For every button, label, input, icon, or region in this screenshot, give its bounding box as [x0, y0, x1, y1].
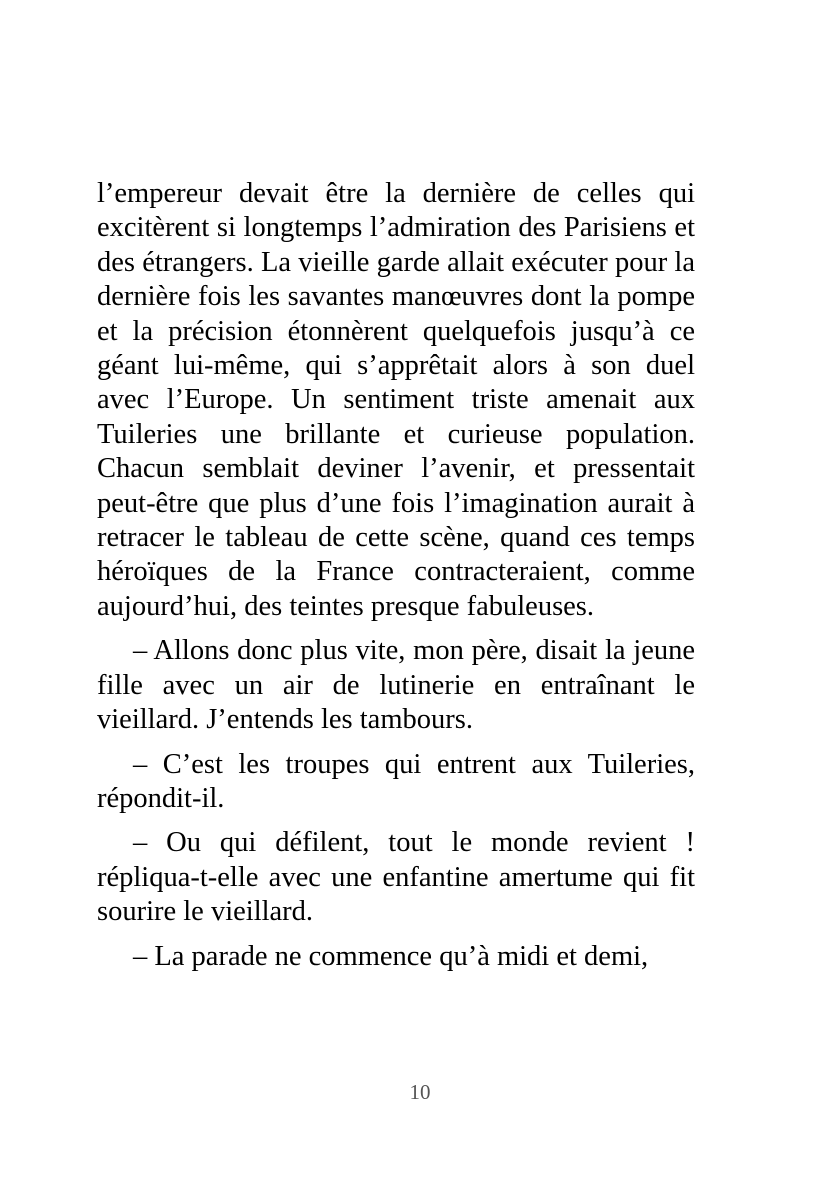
- narrative-paragraph: l’empereur devait être la dernière de celles qui excitèrent si longtemps l’admiration des Parisiens et des étrangers. La vieille garde allait exécuter pour la dernière fois les savantes manœuvres dont la pompe et la précision étonnèrent quelquefois jusqu’à ce géant lui-même, qui s’apprêtait alors à son duel avec l’Europe. Un sentiment triste amenait aux Tuileries une brillante et curieuse population. Chacun semblait deviner l’avenir, et pressentait peut-être que plus d’une fois l’imagination aurait à retracer le tableau de cette scène, quand ces temps héroïques de la France contracteraient, comme aujourd’hui, des teintes presque fabuleuses.: [97, 178, 695, 622]
- dialogue-paragraph: – Allons donc plus vite, mon père, disait la jeune fille avec un air de lutinerie en entraînant le vieillard. J’entends les tambours.: [97, 635, 695, 736]
- page-number: 10: [409, 1080, 431, 1104]
- body-text: [97, 177, 695, 974]
- dialogue-paragraph: – La parade ne commence qu’à midi et demi,: [133, 940, 649, 972]
- dialogue-paragraph: – Ou qui défilent, tout le monde revient ! répliqua-t-elle avec une enfantine amertume qui fit sourire le vieillard.: [97, 827, 695, 928]
- dialogue-paragraph: – C’est les troupes qui entrent aux Tuileries, répondit-il.: [97, 748, 695, 814]
